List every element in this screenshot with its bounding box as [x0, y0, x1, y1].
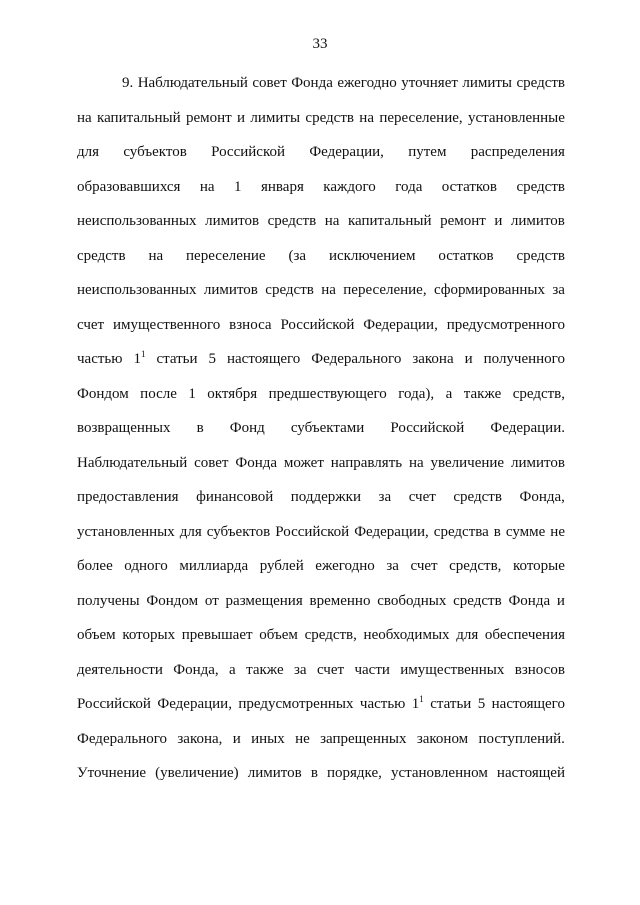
word: Федерации, [354, 523, 429, 540]
text-line [77, 446, 565, 481]
word: за [552, 282, 565, 298]
word: предоставления [77, 489, 179, 505]
word: которых [122, 627, 176, 643]
word: порядке, [327, 765, 382, 781]
word: капитальный [347, 213, 432, 229]
word: установленном [390, 765, 488, 781]
word: может [283, 454, 324, 471]
word: запрещенных [320, 730, 407, 747]
word: средств [516, 178, 565, 195]
word: средств [453, 592, 502, 609]
word: установленные [468, 109, 565, 126]
word: $1^1$ [411, 694, 424, 712]
page-number: 33 [312, 36, 328, 52]
body-text [77, 66, 565, 791]
word: имущественного [112, 316, 221, 333]
word: предусмотренных [238, 696, 354, 712]
word: установленных [77, 523, 175, 540]
word: предусмотренного [446, 316, 565, 333]
word: на [199, 178, 215, 195]
word: неиспользованных [77, 282, 197, 298]
word: счет [77, 316, 105, 333]
word: лимитов [203, 282, 258, 298]
word: частью [359, 696, 406, 712]
word: финансовой [196, 489, 274, 505]
word: для [456, 627, 479, 643]
word: распределения [470, 144, 565, 160]
word: возвращенных [77, 420, 171, 436]
text-line [77, 273, 565, 308]
word: в [196, 420, 204, 436]
word: в [493, 523, 501, 540]
word: неиспользованных [77, 213, 197, 229]
word: 5 [477, 696, 486, 712]
word: для [179, 523, 202, 540]
word: октября [207, 385, 258, 402]
word: совет [194, 454, 229, 471]
word: каждого [323, 178, 376, 195]
word: миллиарда [179, 558, 249, 574]
text-line [77, 239, 565, 274]
word: и [232, 730, 241, 747]
word: средств [305, 109, 354, 126]
word: обеспечения [484, 627, 565, 643]
word: лимитов [510, 454, 565, 471]
word: средств [265, 282, 314, 298]
word: и [237, 109, 246, 126]
word: и [494, 213, 503, 229]
text-line [77, 480, 565, 515]
word: на [359, 109, 374, 126]
word: средств [267, 213, 317, 229]
text-line [77, 515, 565, 550]
text-line [77, 584, 565, 619]
word: лимиты [250, 109, 301, 126]
word: субъектов [206, 523, 271, 540]
word: закона, [177, 730, 223, 747]
word: Уточнение [77, 765, 147, 781]
word: увеличение [430, 454, 505, 471]
word: настоящего [227, 351, 301, 367]
word: Фонда, [173, 661, 219, 678]
word: ремонт [185, 109, 232, 126]
word: средств, [449, 558, 502, 574]
word: средств [516, 75, 565, 91]
word: совет [252, 75, 287, 91]
word: Федерации, [309, 144, 384, 160]
word: Федерации, [363, 316, 438, 333]
word: на [408, 454, 424, 471]
word: Российской [77, 696, 151, 712]
word: взносов [514, 661, 565, 678]
word: (за [288, 247, 307, 264]
word: $1^1$ [133, 349, 146, 367]
word: субъектов [123, 144, 187, 160]
word: на [77, 109, 92, 126]
word: также [246, 661, 284, 678]
word: года), [398, 385, 435, 402]
word: счет [410, 558, 438, 574]
word: за [386, 558, 399, 574]
word: за [378, 489, 392, 505]
word: превышает [181, 627, 253, 643]
word: за [293, 661, 307, 678]
text-line [77, 722, 565, 757]
word: Российской [390, 420, 465, 436]
word: исключением [328, 247, 416, 264]
word: и [464, 351, 473, 367]
text-line [77, 411, 565, 446]
word: переселение, [379, 109, 463, 126]
word: остатков [438, 247, 494, 264]
word: Фонда [508, 592, 551, 609]
word: уточняет [401, 75, 458, 91]
word: статьи [156, 351, 198, 367]
word: остатков [441, 178, 497, 195]
word: Фондом [77, 385, 129, 402]
word: лимитов [510, 213, 565, 229]
word: а [229, 661, 236, 678]
word: временно [309, 592, 371, 609]
word: поддержки [290, 489, 361, 505]
word: Наблюдательный [77, 454, 188, 471]
word: а [445, 385, 453, 402]
word: имущественных [400, 661, 505, 678]
word: (увеличение) [155, 765, 239, 781]
word: средств, [304, 627, 357, 643]
word: 1 [234, 178, 242, 195]
word: Федерального [77, 730, 168, 747]
text-line [77, 653, 565, 688]
word: счет [316, 661, 345, 678]
word: также [463, 385, 502, 402]
word: рублей [259, 558, 304, 574]
word: более [77, 558, 113, 574]
word: капитальный [97, 109, 181, 126]
word: настоящего [491, 696, 565, 712]
word: ремонт [440, 213, 486, 229]
word: настоящей [496, 765, 565, 781]
text-line [77, 687, 565, 722]
text-line [77, 204, 565, 239]
word: направлять [330, 454, 403, 471]
word: на [324, 213, 340, 229]
word: получены [77, 592, 140, 609]
word: средств [77, 247, 126, 264]
word: которые [512, 558, 565, 574]
word: субъектами [290, 420, 365, 436]
word: в [310, 765, 318, 781]
word: путем [408, 144, 447, 160]
word: и [556, 592, 565, 609]
word: для [77, 144, 100, 160]
word: ежегодно [315, 558, 375, 574]
word: Российской [280, 316, 355, 333]
word: объем [259, 627, 298, 643]
word: Российской [275, 523, 350, 540]
word: статьи [430, 696, 472, 712]
word: от [204, 592, 219, 609]
word: средств [516, 247, 565, 264]
word: лимитов [247, 765, 302, 781]
word: деятельности [77, 661, 163, 678]
word: законом [416, 730, 469, 747]
word: ежегодно [337, 75, 397, 91]
word: Федерации. [490, 420, 565, 436]
word: поступлений. [478, 730, 565, 747]
text-line [77, 170, 565, 205]
word: после [140, 385, 177, 402]
text-line [77, 618, 565, 653]
word: свободных [377, 592, 447, 609]
word: лимиты [462, 75, 513, 91]
word: взноса [229, 316, 272, 333]
word: средства [433, 523, 489, 540]
word: счет [408, 489, 436, 505]
text-line [77, 66, 565, 101]
word: Фонда [235, 454, 278, 471]
text-line [77, 308, 565, 343]
word: одного [124, 558, 168, 574]
word: года [395, 178, 423, 195]
text-line [77, 101, 565, 136]
word: Федерации, [157, 696, 232, 712]
word: Фонда, [519, 489, 565, 505]
word: не [295, 730, 310, 747]
word: переселение, [343, 282, 427, 298]
word: сформированных [433, 282, 545, 298]
word: закона [412, 351, 454, 367]
word: января [260, 178, 304, 195]
word: не [550, 523, 565, 540]
text-line [77, 756, 565, 791]
word: на [148, 247, 164, 264]
word: средств, [512, 385, 565, 402]
word: частью [77, 351, 123, 367]
word: 1 [188, 385, 196, 402]
text-line [77, 377, 565, 412]
word: переселение [186, 247, 266, 264]
word: Фондом [146, 592, 199, 609]
word: 5 [208, 351, 217, 367]
word: Федерального [311, 351, 402, 367]
word: размещения [225, 592, 303, 609]
word: сумме [505, 523, 546, 540]
text-line [77, 135, 565, 170]
word: объем [77, 627, 116, 643]
word: полученного [483, 351, 565, 367]
text-line [77, 342, 565, 377]
word: 9. [122, 75, 134, 91]
word: Фонда [291, 75, 333, 91]
word: необходимых [363, 627, 450, 643]
word: Фонд [229, 420, 265, 436]
text-line [77, 549, 565, 584]
word: иных [251, 730, 285, 747]
word: образовавшихся [77, 178, 181, 195]
word: лимитов [205, 213, 260, 229]
word: части [354, 661, 390, 678]
word: на [321, 282, 336, 298]
word: предшествующего [268, 385, 387, 402]
word: Наблюдательный [137, 75, 248, 91]
word: средств [453, 489, 502, 505]
word: Российской [211, 144, 286, 160]
